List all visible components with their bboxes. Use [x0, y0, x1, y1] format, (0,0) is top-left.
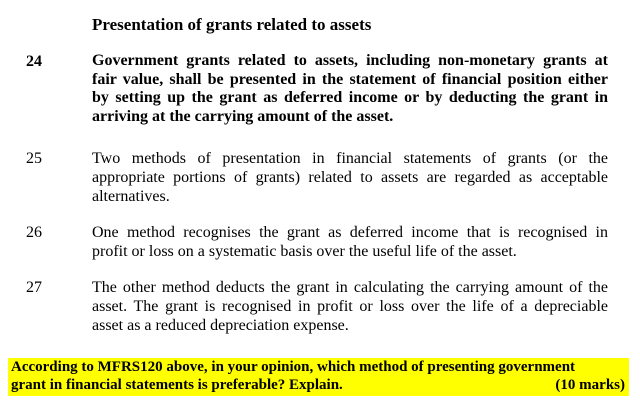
paragraph-number: 27 — [26, 279, 42, 296]
question-highlight — [8, 358, 629, 396]
paragraph-text — [92, 223, 608, 261]
paragraph-line: The other method deducts the grant in calculating the carrying amount of the — [92, 279, 608, 296]
section-heading: Presentation of grants related to assets — [92, 15, 372, 34]
paragraph-line: asset. The grant is recognised in profit or loss over the life of a depreciable — [92, 298, 608, 315]
question-line-with-marks — [11, 377, 625, 395]
paragraph-line: arriving at the carrying amount of the asset. — [92, 107, 394, 125]
question-marks: (10 marks) — [555, 376, 625, 393]
paragraph-line: Two methods of presentation in financial statements of grants (or the — [92, 150, 608, 167]
paragraph-line: Government grants related to assets, including non-monetary grants at — [92, 52, 608, 69]
paragraph-line: fair value, shall be presented in the statement of financial position either — [92, 70, 608, 88]
question-line: grant in financial statements is preferable? Explain. — [11, 376, 343, 393]
paragraph-text — [92, 149, 608, 206]
paragraph-line: profit or loss on a systematic basis over the useful life of the asset. — [92, 243, 517, 260]
paragraph-text — [92, 278, 608, 335]
question-line: According to MFRS120 above, in your opinion, which method of presenting government — [11, 359, 576, 375]
paragraph-line: by setting up the grant as deferred income or by deducting the grant in — [92, 89, 608, 106]
paragraph-number: 25 — [26, 150, 42, 167]
paragraph-line: appropriate portions of grants) related to assets are regarded as acceptable — [92, 169, 608, 186]
paragraph-line: alternatives. — [92, 188, 170, 205]
paragraph-number: 24 — [26, 53, 42, 70]
paragraph-number: 26 — [26, 224, 42, 241]
paragraph-text — [92, 52, 608, 126]
paragraph-line: asset as a reduced depreciation expense. — [92, 317, 349, 334]
paragraph-line: One method recognises the grant as deferred income that is recognised in — [92, 224, 608, 241]
